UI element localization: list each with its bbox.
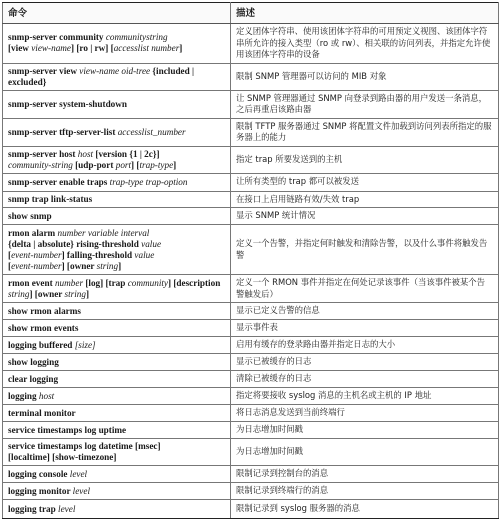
command-keyword: logging trap [8, 503, 59, 514]
command-keyword: snmp-server community [8, 32, 106, 43]
command-keyword: excluded} [8, 76, 47, 87]
command-argument: trap-type [139, 159, 174, 170]
table-row [3, 320, 499, 337]
command-line [8, 177, 225, 188]
table-row [3, 405, 499, 422]
command-argument: number [54, 277, 84, 288]
table-row [3, 337, 499, 354]
command-line [8, 228, 225, 239]
command-line [8, 408, 225, 419]
command-keyword: logging [8, 390, 39, 401]
description-cell: 指定将要接收 syslog 消息的主机名或主机的 IP 地址 [231, 388, 499, 405]
command-argument: view-name oid-tree [79, 65, 151, 76]
command-argument: port [115, 159, 132, 170]
command-line [8, 194, 225, 205]
command-line [8, 149, 225, 160]
command-argument: level [72, 485, 91, 496]
command-line [8, 469, 225, 480]
command-cell [3, 320, 231, 337]
table-row [3, 275, 499, 303]
command-cell [3, 225, 231, 275]
command-cell [3, 118, 231, 146]
command-cell [3, 483, 231, 500]
table-row [3, 371, 499, 388]
command-keyword: show rmon alarms [8, 305, 81, 316]
header-row [3, 3, 499, 24]
table-row [3, 208, 499, 225]
command-keyword: rmon event [8, 277, 55, 288]
description-cell: 清除已被缓存的日志 [231, 371, 499, 388]
command-keyword: [view [8, 43, 32, 54]
command-line [8, 43, 225, 54]
command-reference-page [2, 2, 498, 519]
command-line [8, 66, 225, 77]
command-line [8, 250, 225, 261]
command-line [8, 127, 225, 138]
command-argument: number variable interval [57, 227, 150, 238]
description-cell: 显示已被缓存的日志 [231, 354, 499, 371]
description-cell: 显示事件表 [231, 320, 499, 337]
command-line [8, 357, 225, 368]
command-cell [3, 24, 231, 64]
table-row [3, 24, 499, 64]
command-line [8, 486, 225, 497]
command-keyword: show logging [8, 356, 59, 367]
command-cell [3, 63, 231, 90]
command-keyword: service timestamps log uptime [8, 424, 127, 435]
command-keyword: [version {1 | 2c}] [93, 148, 160, 159]
command-argument: level [69, 468, 88, 479]
command-table [2, 2, 499, 519]
description-cell: 启用有缓存的登录路由器并指定日志的大小 [231, 337, 499, 354]
command-argument: value [141, 238, 162, 249]
command-line [8, 391, 225, 402]
description-cell: 限制记录到终端行的消息 [231, 483, 499, 500]
description-cell: 显示 SNMP 统计情况 [231, 208, 499, 225]
command-cell [3, 405, 231, 422]
command-keyword: snmp trap link-status [8, 193, 93, 204]
description-cell: 定义一个告警，并指定何时触发和清除告警，以及什么事件将触发告警 [231, 225, 499, 275]
command-line [8, 278, 225, 289]
command-keyword: snmp-server host [8, 148, 78, 159]
table-row [3, 173, 499, 191]
description-cell: 指定 trap 所要发送到的主机 [231, 146, 499, 173]
command-keyword: {delta | absolute} rising-threshold [8, 238, 142, 249]
description-cell: 在接口上启用链路有效/失效 trap [231, 191, 499, 208]
command-keyword: ] [118, 260, 122, 271]
command-keyword: snmp-server enable traps [8, 176, 110, 187]
command-line [8, 340, 225, 351]
command-line [8, 441, 225, 452]
table-row [3, 303, 499, 320]
command-argument: string [8, 288, 30, 299]
table-row [3, 146, 499, 173]
command-cell [3, 146, 231, 173]
command-line [8, 32, 225, 43]
command-keyword: ] [ [131, 159, 140, 170]
command-cell [3, 422, 231, 439]
command-cell [3, 208, 231, 225]
command-argument: host [77, 148, 94, 159]
table-header [3, 3, 499, 24]
command-cell [3, 388, 231, 405]
command-line [8, 160, 225, 171]
description-cell: 限制 TFTP 服务器通过 SNMP 将配置文件加载到访问列表所指定的服务器上的能力 [231, 118, 499, 146]
description-cell: 为日志增加时间戳 [231, 422, 499, 439]
command-cell [3, 303, 231, 320]
command-keyword: ] [173, 159, 177, 170]
command-keyword: [ [8, 249, 12, 260]
description-column-header: 描述 [231, 3, 499, 24]
table-row [3, 118, 499, 146]
table-body [3, 24, 499, 519]
command-keyword: ] [description [168, 277, 221, 288]
table-row [3, 422, 499, 439]
command-keyword: snmp-server system-shutdown [8, 98, 128, 109]
command-argument: value [134, 249, 155, 260]
description-cell: 让所有类型的 trap 都可以被发送 [231, 173, 499, 191]
command-keyword: logging buffered [8, 339, 75, 350]
command-argument: string [64, 288, 86, 299]
table-row [3, 388, 499, 405]
command-line [8, 306, 225, 317]
command-keyword: ] [179, 43, 183, 54]
command-argument: communitystring [105, 32, 168, 43]
command-column-header: 命令 [3, 3, 231, 24]
command-cell [3, 191, 231, 208]
command-line [8, 425, 225, 436]
command-keyword: [udp-port [72, 159, 116, 170]
command-line [8, 99, 225, 110]
command-keyword: [ [8, 260, 12, 271]
command-keyword: snmp-server tftp-server-list [8, 126, 118, 137]
command-keyword: service timestamps log datetime [msec] [8, 441, 161, 451]
description-cell: 限制记录到 syslog 服务器的消息 [231, 500, 499, 519]
command-argument: trap-type trap-option [109, 176, 188, 187]
command-cell [3, 173, 231, 191]
table-row [3, 354, 499, 371]
command-line [8, 239, 225, 250]
command-keyword: snmp-server view [8, 65, 80, 76]
table-row [3, 90, 499, 118]
command-keyword: clear logging [8, 373, 59, 384]
command-keyword: show snmp [8, 210, 52, 221]
table-row [3, 225, 499, 275]
command-line [8, 261, 225, 272]
table-row [3, 483, 499, 500]
command-keyword: [localtime] [show-timezone] [8, 452, 117, 462]
command-cell [3, 439, 231, 466]
command-line [8, 452, 225, 463]
description-cell: 限制记录到控制台的消息 [231, 466, 499, 483]
command-line [8, 77, 225, 88]
command-argument: event-number [11, 249, 62, 260]
table-row [3, 439, 499, 466]
command-keyword: ] [ro | rw] [ [71, 43, 114, 54]
command-cell [3, 466, 231, 483]
command-argument: event-number [11, 260, 62, 271]
command-line [8, 289, 225, 300]
table-row [3, 191, 499, 208]
description-cell: 限制 SNMP 管理器可以访问的 MIB 对象 [231, 63, 499, 90]
command-keyword: ] falling-threshold [61, 249, 135, 260]
description-cell: 让 SNMP 管理器通过 SNMP 向登录到路由器的用户发送一条消息，之后再重启该路由器 [231, 90, 499, 118]
description-cell: 为日志增加时间戳 [231, 439, 499, 466]
command-cell [3, 337, 231, 354]
command-cell [3, 354, 231, 371]
command-line [8, 504, 225, 515]
command-keyword: show rmon events [8, 322, 79, 333]
command-cell [3, 90, 231, 118]
table-row [3, 63, 499, 90]
command-argument: community-string [8, 159, 73, 170]
description-cell: 定义团体字符串、使用该团体字符串的可用预定义视图、该团体字符串所允许的接入类型（ro 或 rw）、相关联的访问列表，并指定允许使用该团体字符串的设备 [231, 24, 499, 64]
command-keyword: logging console [8, 468, 70, 479]
command-line [8, 211, 225, 222]
command-argument: level [58, 503, 76, 514]
command-keyword: {included | [150, 65, 195, 76]
description-cell: 显示已定义告警的信息 [231, 303, 499, 320]
command-line [8, 374, 225, 385]
command-cell [3, 371, 231, 388]
command-keyword: ] [85, 288, 90, 299]
command-argument: string [96, 260, 119, 271]
command-argument: accesslist_number [117, 126, 186, 137]
command-argument: host [38, 390, 55, 401]
command-argument: community [127, 277, 168, 288]
command-cell [3, 275, 231, 303]
command-argument: accesslist number [113, 43, 180, 54]
command-line [8, 323, 225, 334]
command-argument: view-name [31, 43, 72, 54]
command-keyword: terminal monitor [8, 407, 76, 418]
description-cell: 定义一个 RMON 事件并指定在何处记录该事件（当该事件被某个告警触发后） [231, 275, 499, 303]
command-keyword: logging monitor [8, 485, 73, 496]
command-argument: [size] [74, 339, 96, 350]
command-keyword: ] [owner [29, 288, 65, 299]
command-keyword: ] [owner [61, 260, 97, 271]
description-cell: 将日志消息发送到当前终端行 [231, 405, 499, 422]
command-keyword: rmon alarm [8, 227, 58, 238]
command-keyword: [log] [trap [83, 277, 128, 288]
table-row [3, 466, 499, 483]
